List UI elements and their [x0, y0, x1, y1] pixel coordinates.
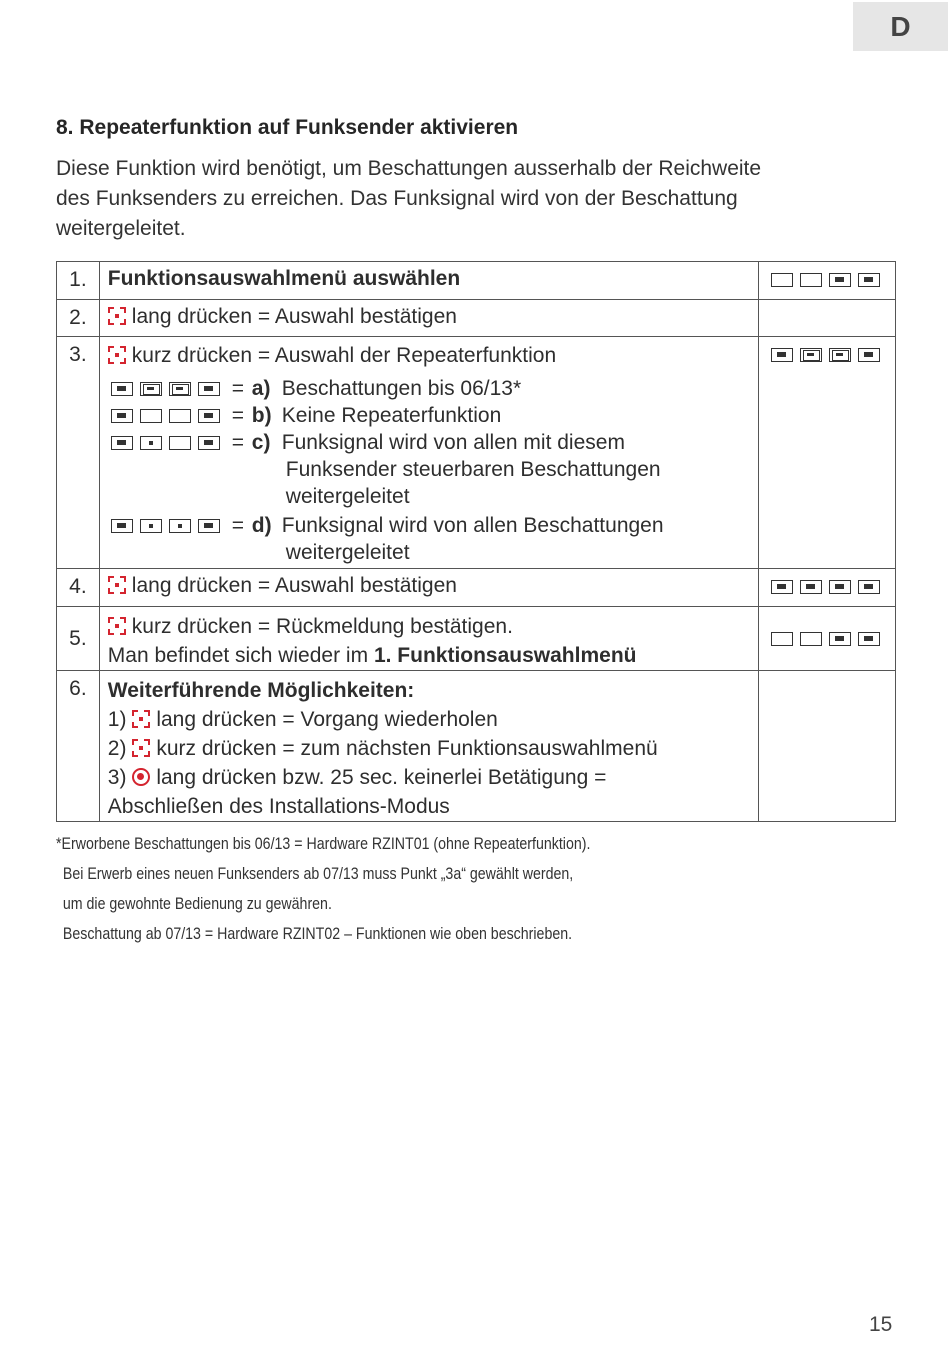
intro-line: des Funksenders zu erreichen. Das Funksignal wird von der Beschattung — [56, 187, 738, 210]
step-instruction-bold: 1. Funktionsauswahlmenü — [373, 644, 637, 667]
display-indicator — [759, 337, 896, 569]
step-instruction: Man befindet sich wieder im — [107, 644, 369, 667]
led-filled-icon — [829, 632, 851, 646]
option-label: a) — [251, 377, 271, 400]
intro-paragraph — [56, 154, 886, 244]
option-label: b) — [251, 404, 272, 427]
led-filled-icon — [858, 580, 880, 594]
led-dot-icon — [140, 519, 162, 533]
led-empty-icon — [771, 632, 793, 646]
led-empty-icon — [800, 273, 822, 287]
led-framed-icon — [169, 382, 191, 396]
led-filled-icon — [771, 348, 793, 362]
selection-button-icon — [108, 617, 126, 635]
intro-line: Diese Funktion wird benötigt, um Beschattungen ausserhalb der Reichweite — [56, 157, 762, 180]
step-number: 4. — [57, 569, 100, 607]
step-number: 1. — [57, 262, 100, 300]
led-framed-icon — [800, 348, 822, 362]
led-filled-icon — [829, 580, 851, 594]
step-instruction: kurz drücken = Rückmeldung bestätigen. — [131, 615, 513, 638]
selection-button-icon — [108, 576, 126, 594]
led-empty-icon — [800, 632, 822, 646]
further-options-title: Weiterführende Möglichkeiten: — [107, 679, 415, 702]
led-framed-icon — [829, 348, 851, 362]
option-b — [108, 402, 758, 429]
option-text-continued: Funksender steuerbaren Beschattungen — [285, 458, 661, 481]
language-tab: D — [853, 2, 948, 51]
step-number: 6. — [57, 671, 100, 822]
option-text: lang drücken bzw. 25 sec. keinerlei Betätigung = — [156, 766, 607, 789]
option-text: Funksignal wird von allen Beschattungen — [281, 514, 664, 537]
led-filled-icon — [198, 409, 220, 423]
step-row-4 — [57, 569, 896, 607]
option-text: Funksignal wird von allen mit diesem — [281, 431, 625, 454]
option-text-continued: weitergeleitet — [285, 541, 410, 564]
led-empty-icon — [140, 409, 162, 423]
section-heading: 8. Repeaterfunktion auf Funksender aktivieren — [56, 116, 519, 139]
stop-button-icon — [132, 768, 150, 786]
option-a — [108, 375, 758, 402]
led-filled-icon — [111, 382, 133, 396]
intro-line: weitergeleitet. — [56, 217, 186, 240]
step-row-5 — [57, 607, 896, 671]
step-row-2 — [57, 300, 896, 337]
step-instruction: kurz drücken = Auswahl der Repeaterfunktion — [131, 344, 557, 367]
selection-button-icon — [108, 346, 126, 364]
footnote-line: Beschattung ab 07/13 = Hardware RZINT02 – Funktionen wie oben beschrieben. — [62, 925, 573, 943]
display-indicator — [759, 262, 896, 300]
selection-button-icon — [132, 710, 150, 728]
step-row-3 — [57, 337, 896, 569]
footnote-line: um die gewohnte Bedienung zu gewähren. — [62, 895, 332, 913]
led-filled-icon — [198, 436, 220, 450]
step-instruction: lang drücken = Auswahl bestätigen — [131, 574, 457, 597]
step-number: 2. — [57, 300, 100, 337]
led-filled-icon — [111, 409, 133, 423]
led-filled-icon — [198, 382, 220, 396]
step-instruction: lang drücken = Auswahl bestätigen — [131, 305, 457, 328]
step-number: 3. — [57, 337, 100, 569]
equals-sign: = — [231, 377, 245, 400]
led-empty-icon — [771, 273, 793, 287]
led-filled-icon — [771, 580, 793, 594]
option-label: c) — [251, 431, 271, 454]
display-indicator — [759, 569, 896, 607]
step-number: 5. — [57, 607, 100, 671]
led-filled-icon — [858, 632, 880, 646]
equals-sign: = — [231, 431, 245, 454]
led-empty-icon — [169, 436, 191, 450]
footnote-line: *Erworbene Beschattungen bis 06/13 = Hardware RZINT01 (ohne Repeaterfunktion). — [56, 835, 591, 853]
selection-button-icon — [132, 739, 150, 757]
steps-table — [56, 261, 896, 822]
led-filled-icon — [858, 273, 880, 287]
led-filled-icon — [800, 580, 822, 594]
option-text: Keine Repeaterfunktion — [281, 404, 502, 427]
display-indicator-empty — [759, 300, 896, 337]
display-indicator-empty — [759, 671, 896, 822]
display-indicator — [759, 607, 896, 671]
led-framed-icon — [140, 382, 162, 396]
led-filled-icon — [829, 273, 851, 287]
option-text: Beschattungen bis 06/13* — [281, 377, 522, 400]
step-text — [99, 337, 758, 569]
option-prefix: 3) — [107, 766, 127, 789]
led-dot-icon — [140, 436, 162, 450]
option-text-continued: weitergeleitet — [285, 485, 410, 508]
option-prefix: 2) — [107, 737, 127, 760]
option-prefix: 1) — [107, 708, 127, 731]
step-text — [99, 607, 758, 671]
option-text-continued: Abschließen des Installations-Modus — [107, 795, 450, 818]
option-d — [108, 512, 758, 539]
selection-button-icon — [108, 307, 126, 325]
led-filled-icon — [111, 436, 133, 450]
option-c — [108, 429, 758, 456]
equals-sign: = — [231, 514, 245, 537]
led-filled-icon — [198, 519, 220, 533]
led-filled-icon — [858, 348, 880, 362]
step-row-1 — [57, 262, 896, 300]
led-dot-icon — [169, 519, 191, 533]
page-number: 15 — [869, 1313, 893, 1336]
option-label: d) — [251, 514, 272, 537]
step-row-6 — [57, 671, 896, 822]
step-text — [99, 671, 758, 822]
footnote-line: Bei Erwerb eines neuen Funksenders ab 07/13 muss Punkt „3a“ gewählt werden, — [62, 865, 574, 883]
option-text: lang drücken = Vorgang wiederholen — [156, 708, 498, 731]
equals-sign: = — [231, 404, 245, 427]
step-text: Funktionsauswahlmenü auswählen — [99, 262, 758, 300]
footnote — [56, 832, 677, 952]
led-empty-icon — [169, 409, 191, 423]
step-text — [99, 569, 758, 607]
step-text — [99, 300, 758, 337]
led-filled-icon — [111, 519, 133, 533]
option-text: kurz drücken = zum nächsten Funktionsauswahlmenü — [156, 737, 658, 760]
